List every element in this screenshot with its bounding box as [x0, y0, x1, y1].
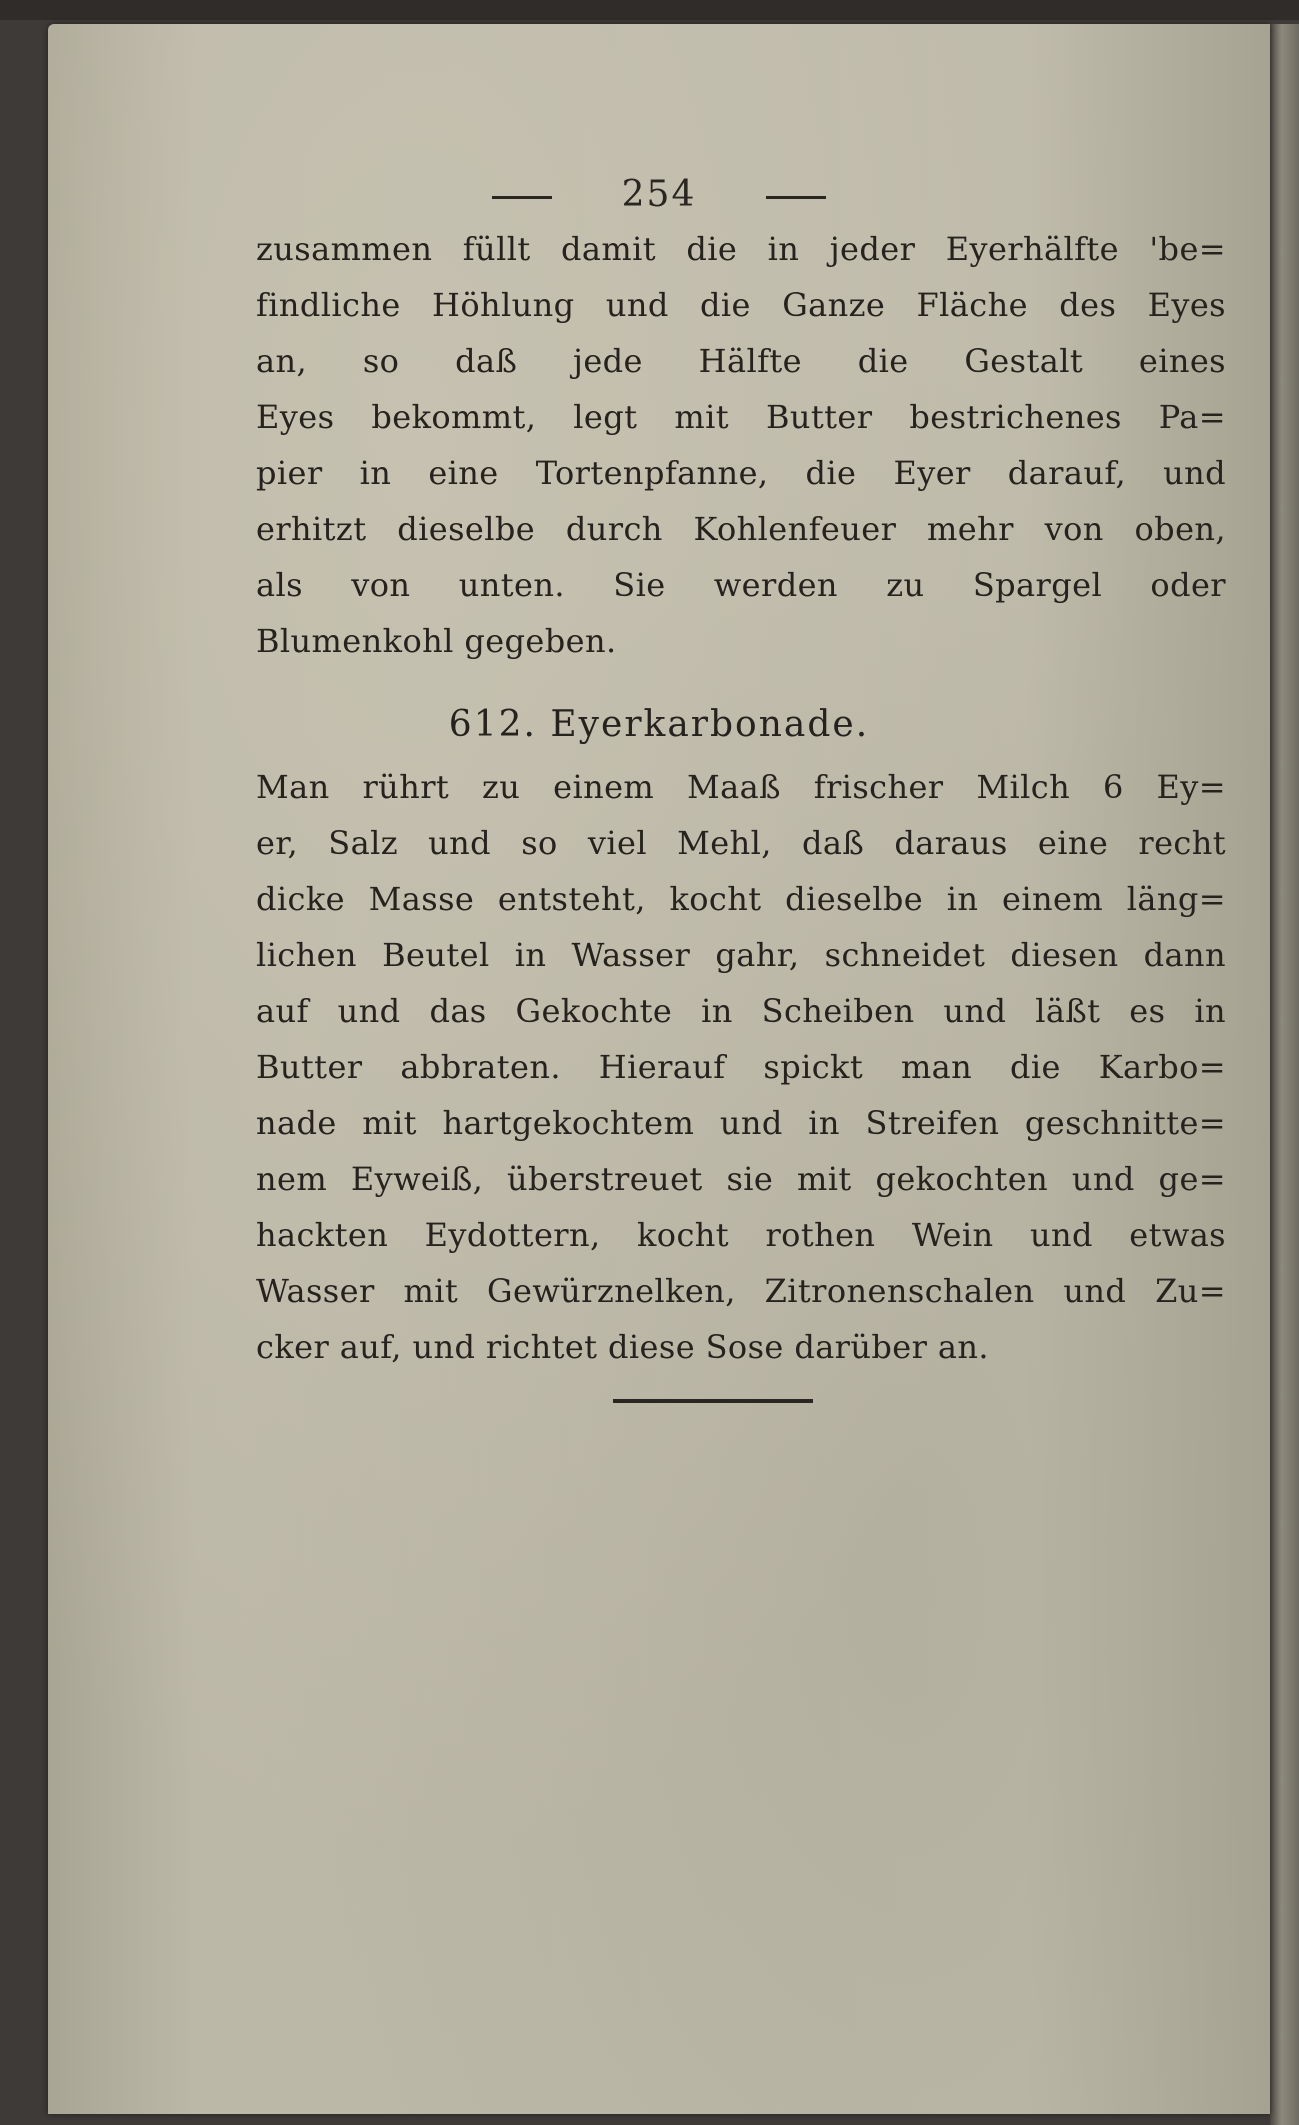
- text-line: als von unten. Sie werden zu Spargel oder: [256, 566, 1226, 604]
- text-line: er, Salz und so viel Mehl, daß daraus eine recht: [256, 824, 1226, 862]
- section-end-rule: [613, 1399, 813, 1403]
- book-edge: [1270, 24, 1299, 2125]
- text-line: hackten Eydottern, kocht rothen Wein und etwas: [256, 1216, 1226, 1254]
- text-line: Blumenkohl gegeben.: [256, 622, 617, 660]
- text-line: Butter abbraten. Hierauf spickt man die Karbo=: [256, 1048, 1226, 1086]
- header-dash-right: [766, 196, 826, 199]
- text-line: Man rührt zu einem Maaß frischer Milch 6 Ey=: [256, 768, 1226, 806]
- text-line: auf und das Gekochte in Scheiben und läßt es in: [256, 992, 1226, 1030]
- text-line: nade mit hartgekochtem und in Streifen geschnitte=: [256, 1104, 1226, 1142]
- text-line: pier in eine Tortenpfanne, die Eyer darauf, und: [256, 454, 1226, 492]
- page-number: 254: [621, 174, 697, 215]
- book-page: [48, 24, 1270, 2114]
- header-dash-left: [492, 196, 552, 199]
- text-line: nem Eyweiß, überstreuet sie mit gekochten und ge=: [256, 1160, 1226, 1198]
- text-line: erhitzt dieselbe durch Kohlenfeuer mehr von oben,: [256, 510, 1226, 548]
- text-line: an, so daß jede Hälfte die Gestalt eines: [256, 342, 1226, 380]
- text-line: zusammen füllt damit die in jeder Eyerhälfte 'be=: [256, 230, 1226, 268]
- text-line: Eyes bekommt, legt mit Butter bestrichenes Pa=: [256, 398, 1226, 436]
- scan-background-top: [0, 0, 1299, 20]
- text-line: Wasser mit Gewürznelken, Zitronenschalen und Zu=: [256, 1272, 1226, 1310]
- text-line: lichen Beutel in Wasser gahr, schneidet diesen dann: [256, 936, 1226, 974]
- text-line: cker auf, und richtet diese Sose darüber an.: [256, 1328, 989, 1366]
- text-line: dicke Masse entsteht, kocht dieselbe in einem läng=: [256, 880, 1226, 918]
- text-line: findliche Höhlung und die Ganze Fläche des Eyes: [256, 286, 1226, 324]
- recipe-heading: 612. Eyerkarbonade.: [448, 704, 870, 745]
- page-header: [48, 174, 1270, 215]
